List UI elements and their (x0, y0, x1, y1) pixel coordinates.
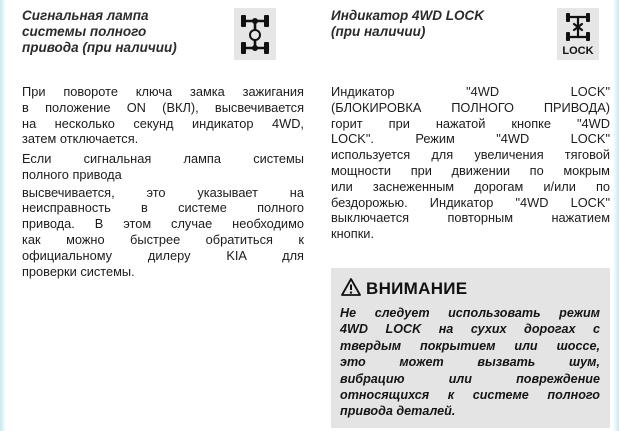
warning-triangle-icon (341, 278, 361, 301)
paragraph-4wd-lock (331, 84, 610, 242)
section-heading (22, 8, 177, 56)
text-line: горит при нажатой кнопке "4WD (331, 115, 610, 131)
warning-title (341, 279, 467, 299)
text-line: бездорожью. Индикатор "4WD LOCK" (331, 194, 610, 210)
text-line: это может вызвать шум, (340, 355, 600, 370)
heading-line: (при наличии) (331, 24, 426, 39)
text-line: При повороте ключа замка зажигания (22, 84, 304, 99)
text-line: Если сигнальная лампа системы (22, 151, 304, 166)
paragraph-ignition (22, 84, 304, 147)
text-line: выключается повторным нажатием (331, 210, 610, 226)
text-line: привода. В этом случае необходимо (22, 216, 304, 232)
warning-box (331, 268, 610, 428)
text-line: высвечивается, это указывает на (22, 184, 304, 200)
4wd-drivetrain-icon (234, 8, 276, 60)
section-heading (331, 8, 484, 40)
text-line: в положение ON (ВКЛ), высвечивается (22, 99, 304, 115)
text-line: мощности при движении по мокрым (331, 162, 610, 178)
text-line: затем отключается. (22, 131, 139, 147)
text-line: официальному дилеру KIA для (22, 247, 304, 263)
text-line: как можно быстрее обратиться к (22, 231, 304, 247)
heading-line: Сигнальная лампа (22, 8, 149, 23)
text-line: LOCK". Режим "4WD LOCK" (331, 131, 610, 147)
warning-label: ВНИМАНИЕ (366, 279, 468, 298)
heading-line: Индикатор 4WD LOCK (331, 8, 485, 23)
text-line: полного привода (22, 166, 122, 182)
text-line: (БЛОКИРОВКА ПОЛНОГО ПРИВОДА) (331, 99, 610, 115)
page-edge-right (613, 0, 619, 431)
text-line: кнопки. (331, 226, 375, 242)
page-edge-left (0, 0, 6, 431)
warning-text (340, 305, 600, 420)
lock-icon-label: LOCK (562, 45, 594, 57)
text-line: Не следует использовать режим (340, 306, 600, 320)
text-line: твердым покрытием или шоссе, (340, 338, 600, 353)
heading-line: системы полного (22, 24, 147, 39)
heading-line: привода (при наличии) (22, 40, 177, 55)
paragraph-malfunction (22, 151, 304, 279)
text-line: используется для увеличения тяговой (331, 147, 610, 163)
text-line: относящихся к системе полного (340, 388, 600, 403)
text-line: неисправность в системе полного (22, 200, 304, 216)
text-line: на несколько секунд индикатор 4WD, (22, 115, 304, 131)
text-line: проверки системы. (22, 263, 135, 279)
4wd-lock-icon (557, 8, 599, 60)
text-line: привода деталей. (340, 404, 456, 419)
text-line: или заснеженным дорогам и/или по (331, 178, 610, 194)
text-line: Индикатор "4WD LOCK" (331, 84, 610, 99)
text-line: вибрацию или повреждение (340, 371, 600, 386)
text-line: 4WD LOCK на сухих дорогах с (340, 322, 600, 337)
